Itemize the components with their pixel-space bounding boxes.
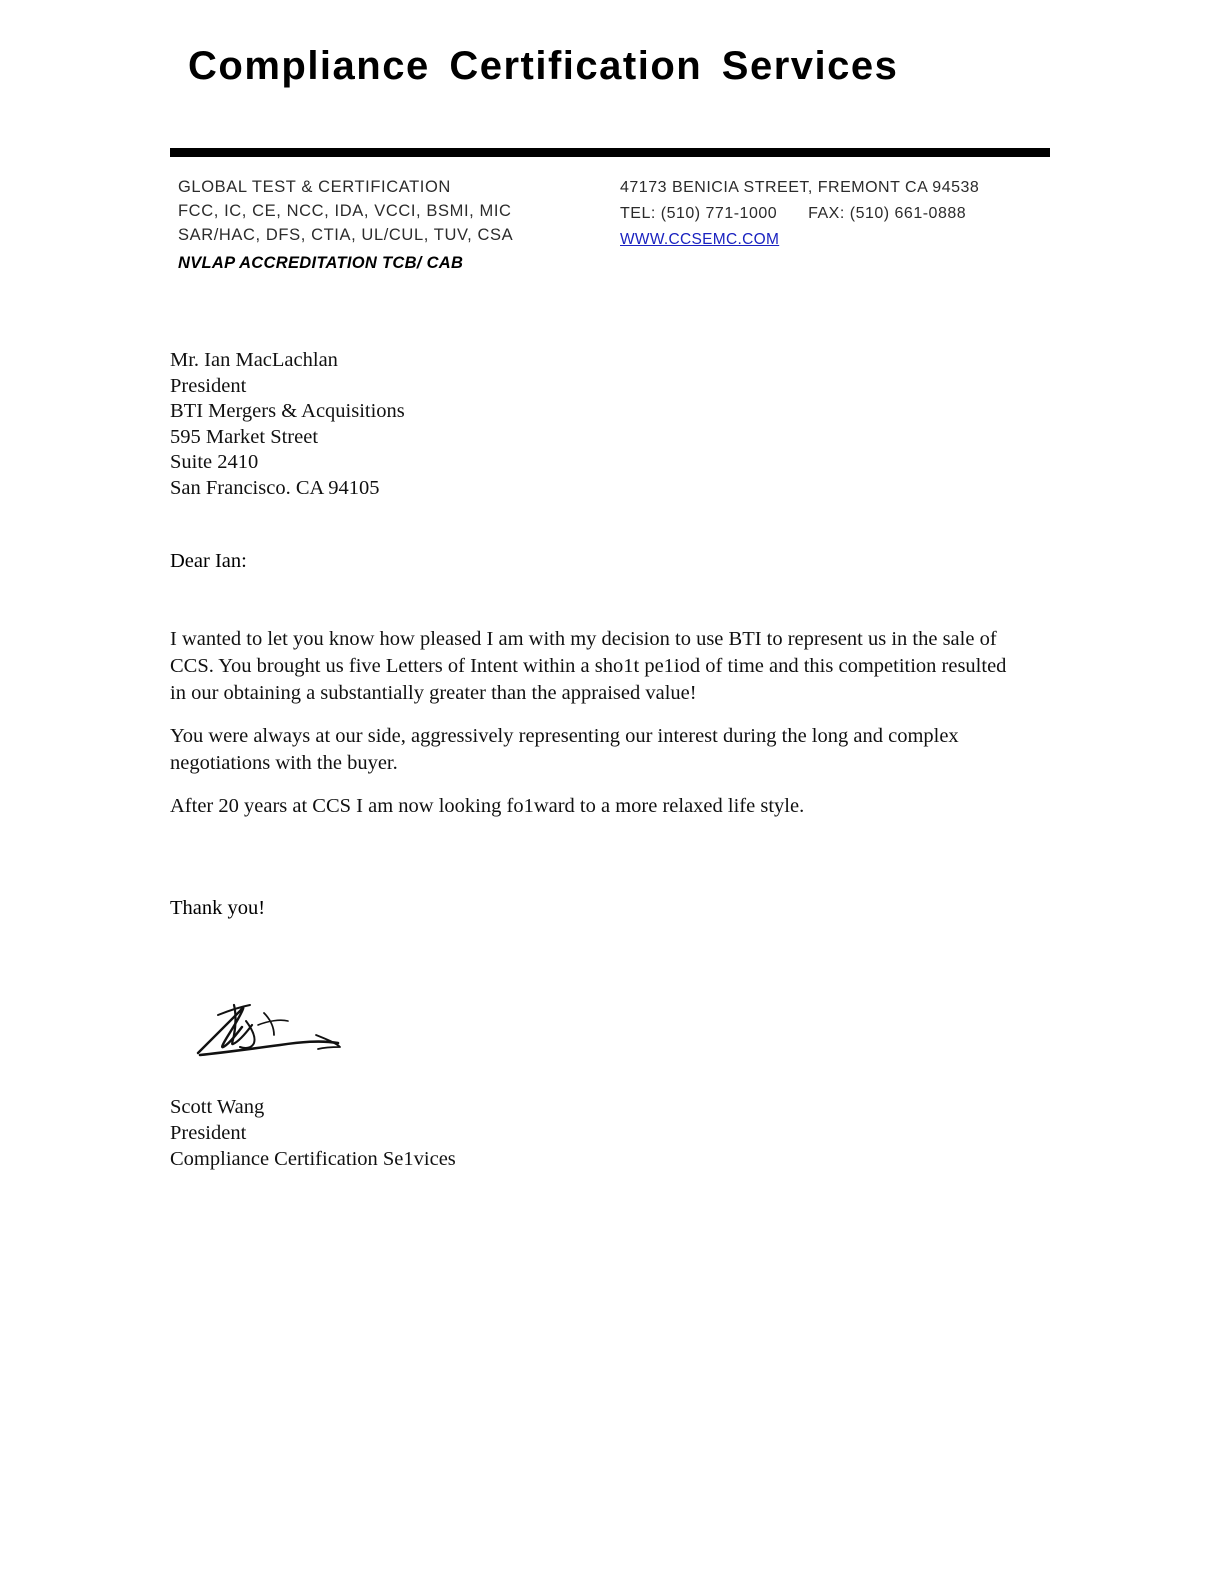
- contact-address: 47173 BENICIA STREET, FREMONT CA 94538: [620, 179, 980, 196]
- contact-phone-line: [620, 201, 1090, 227]
- recipient-suite: Suite 2410: [170, 451, 259, 473]
- closing-line: Thank you!: [170, 897, 266, 919]
- recipient-street: 595 Market Street: [170, 425, 319, 448]
- signer-title: President: [170, 1122, 247, 1144]
- paragraph-1: I wanted to let you know how pleased I am with my decision to use BTI to represent us in the sale of CCS. You brought us five Letters of Intent within a sho1t pe1iod of time and this competition resulted in our obtaining a substantially greater than the appraised value!: [170, 628, 1007, 704]
- letterhead-services-block: [178, 175, 598, 275]
- contact-tel: TEL: (510) 771-1000: [620, 205, 778, 222]
- paragraph-3: After 20 years at CCS I am now looking fo1ward to a more relaxed life style.: [170, 795, 805, 817]
- letter-body: [170, 626, 1025, 836]
- signer-company: Compliance Certification Se1vices: [170, 1148, 456, 1170]
- letterhead-contact-block: [620, 175, 1090, 253]
- recipient-name: Mr. Ian MacLachlan: [170, 349, 338, 371]
- signature-image: [190, 995, 370, 1065]
- accreditation-line: NVLAP ACCREDITATION TCB/ CAB: [178, 254, 464, 272]
- header-divider: [170, 148, 1050, 157]
- page-title: Compliance Certification Services: [188, 44, 899, 88]
- signature-block: [170, 1094, 456, 1172]
- website-link[interactable]: WWW.CCSEMC.COM: [620, 231, 780, 248]
- recipient-company: BTI Mergers & Acquisitions: [170, 400, 405, 422]
- paragraph-2: You were always at our side, aggressively representing our interest during the long and complex negotiations with the buyer.: [170, 725, 959, 774]
- service-line-1: GLOBAL TEST & CERTIFICATION: [178, 178, 451, 196]
- recipient-title: President: [170, 374, 247, 397]
- salutation: Dear Ian:: [170, 550, 247, 572]
- service-line-2: FCC, IC, CE, NCC, IDA, VCCI, BSMI, MIC: [178, 202, 512, 220]
- contact-fax: FAX: (510) 661-0888: [808, 205, 967, 222]
- contact-website-line: [620, 227, 1090, 253]
- recipient-address-block: [170, 348, 405, 501]
- service-line-3: SAR/HAC, DFS, CTIA, UL/CUL, TUV, CSA: [178, 226, 514, 244]
- signer-name: Scott Wang: [170, 1096, 265, 1118]
- recipient-city-state-zip: San Francisco. CA 94105: [170, 476, 380, 499]
